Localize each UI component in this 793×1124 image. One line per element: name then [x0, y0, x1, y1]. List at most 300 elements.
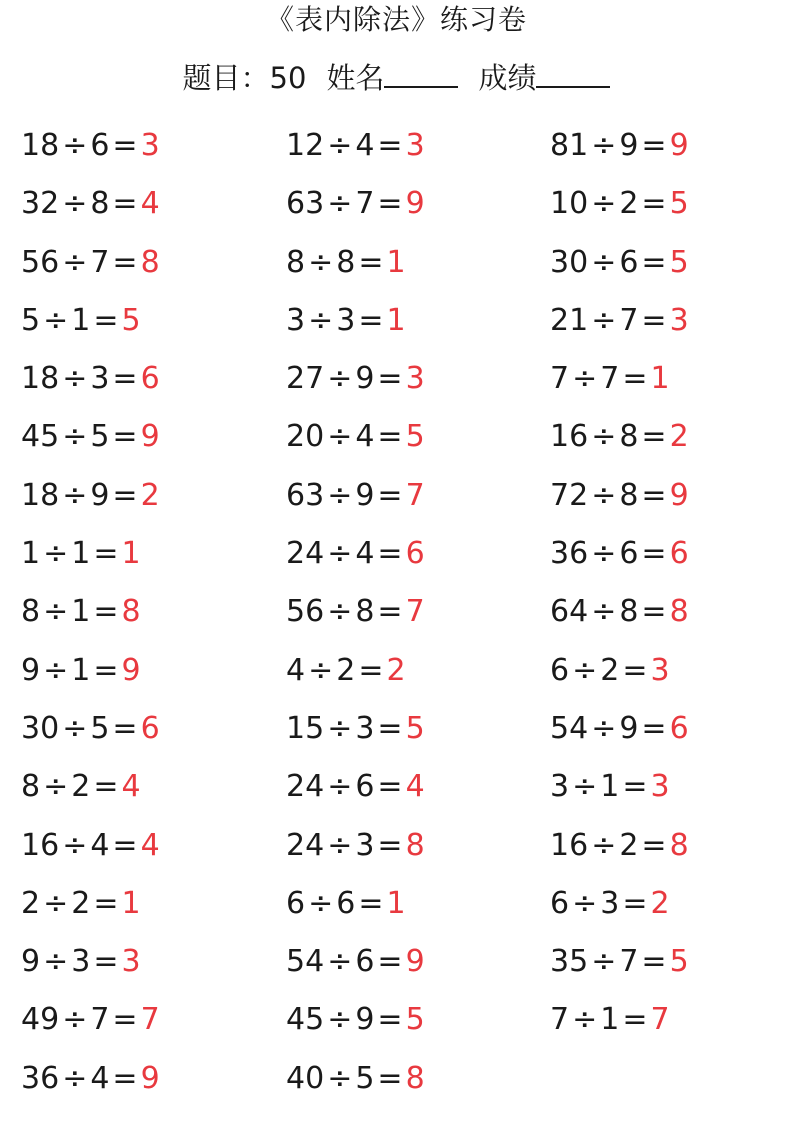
- answer: 6: [140, 710, 160, 746]
- equals-sign: =: [641, 128, 667, 163]
- dividend: 7: [550, 361, 570, 397]
- equals-sign: =: [641, 419, 667, 455]
- question-count-label: 题目：: [182, 61, 270, 95]
- divisor: 2: [71, 769, 91, 805]
- answer: 7: [405, 477, 425, 513]
- answer: 3: [140, 128, 160, 163]
- answer: 2: [386, 652, 406, 688]
- divide-sign: ÷: [43, 885, 69, 921]
- divide-sign: ÷: [62, 477, 88, 513]
- division-problem: [286, 590, 425, 648]
- dividend: 27: [286, 361, 325, 397]
- divisor: 8: [619, 477, 639, 513]
- score-blank[interactable]: [536, 58, 610, 88]
- equals-sign: =: [377, 419, 403, 455]
- division-problem: [286, 1057, 425, 1115]
- answer: 3: [650, 769, 670, 805]
- equals-sign: =: [112, 710, 138, 746]
- divisor: 9: [619, 710, 639, 746]
- answer: 5: [405, 1002, 425, 1038]
- division-problem: [21, 532, 160, 590]
- divisor: 7: [619, 944, 639, 980]
- equals-sign: =: [641, 827, 667, 863]
- division-problem: [286, 241, 425, 299]
- dividend: 56: [21, 244, 60, 280]
- divide-sign: ÷: [591, 536, 617, 572]
- answer: 8: [669, 594, 689, 630]
- division-problem: [286, 357, 425, 415]
- dividend: 56: [286, 594, 325, 630]
- division-problem: [21, 241, 160, 299]
- equals-sign: =: [377, 944, 403, 980]
- divisor: 4: [355, 536, 375, 572]
- answer: 8: [405, 827, 425, 863]
- equals-sign: =: [377, 186, 403, 222]
- dividend: 18: [21, 128, 60, 163]
- answer: 9: [669, 128, 689, 163]
- dividend: 15: [286, 710, 325, 746]
- divisor: 7: [90, 1002, 110, 1038]
- division-problem: [550, 124, 689, 182]
- dividend: 45: [21, 419, 60, 455]
- equals-sign: =: [377, 1002, 403, 1038]
- division-problem: [21, 124, 160, 182]
- divide-sign: ÷: [591, 302, 617, 338]
- divisor: 6: [336, 885, 356, 921]
- equals-sign: =: [377, 827, 403, 863]
- answer: 9: [140, 1060, 160, 1096]
- divide-sign: ÷: [62, 361, 88, 397]
- divide-sign: ÷: [327, 710, 353, 746]
- division-problem: [550, 590, 689, 648]
- answer: 6: [140, 361, 160, 397]
- divisor: 4: [90, 827, 110, 863]
- divide-sign: ÷: [572, 1002, 598, 1038]
- equals-sign: =: [112, 244, 138, 280]
- dividend: 54: [550, 710, 589, 746]
- dividend: 16: [550, 827, 589, 863]
- equals-sign: =: [93, 302, 119, 338]
- division-problem: [21, 590, 160, 648]
- answer: 8: [405, 1060, 425, 1096]
- divide-sign: ÷: [327, 128, 353, 163]
- divisor: 3: [90, 361, 110, 397]
- dividend: 3: [286, 302, 306, 338]
- divide-sign: ÷: [62, 419, 88, 455]
- divisor: 3: [336, 302, 356, 338]
- equals-sign: =: [641, 536, 667, 572]
- problem-column-3: [550, 124, 689, 1057]
- divide-sign: ÷: [308, 244, 334, 280]
- answer: 5: [669, 186, 689, 222]
- divisor: 6: [619, 536, 639, 572]
- answer: 4: [140, 827, 160, 863]
- division-problem: [286, 765, 425, 823]
- equals-sign: =: [622, 361, 648, 397]
- divisor: 6: [90, 128, 110, 163]
- division-problem: [550, 532, 689, 590]
- answer: 5: [121, 302, 141, 338]
- equals-sign: =: [377, 710, 403, 746]
- dividend: 24: [286, 769, 325, 805]
- divide-sign: ÷: [591, 594, 617, 630]
- division-problem: [286, 824, 425, 882]
- division-problem: [550, 940, 689, 998]
- answer: 8: [669, 827, 689, 863]
- name-label: 姓名: [326, 61, 385, 95]
- dividend: 49: [21, 1002, 60, 1038]
- divisor: 2: [71, 885, 91, 921]
- divide-sign: ÷: [591, 186, 617, 222]
- divide-sign: ÷: [43, 652, 69, 688]
- division-problem: [21, 415, 160, 473]
- divisor: 8: [619, 594, 639, 630]
- divide-sign: ÷: [327, 361, 353, 397]
- dividend: 6: [550, 652, 570, 688]
- answer: 4: [140, 186, 160, 222]
- dividend: 20: [286, 419, 325, 455]
- equals-sign: =: [641, 710, 667, 746]
- name-blank[interactable]: [384, 58, 458, 88]
- division-problem: [21, 357, 160, 415]
- dividend: 4: [286, 652, 306, 688]
- divide-sign: ÷: [572, 885, 598, 921]
- equals-sign: =: [377, 1060, 403, 1096]
- answer: 6: [669, 710, 689, 746]
- equals-sign: =: [641, 477, 667, 513]
- page-title: 《表内除法》练习卷: [265, 3, 527, 36]
- divide-sign: ÷: [591, 419, 617, 455]
- answer: 6: [669, 536, 689, 572]
- answer: 5: [669, 244, 689, 280]
- dividend: 40: [286, 1060, 325, 1096]
- division-problem: [21, 649, 160, 707]
- equals-sign: =: [93, 652, 119, 688]
- divisor: 6: [355, 944, 375, 980]
- divisor: 2: [336, 652, 356, 688]
- divisor: 1: [71, 536, 91, 572]
- dividend: 8: [21, 769, 41, 805]
- divisor: 9: [355, 361, 375, 397]
- answer: 1: [121, 885, 141, 921]
- equals-sign: =: [641, 594, 667, 630]
- dividend: 36: [21, 1060, 60, 1096]
- division-problem: [21, 707, 160, 765]
- answer: 1: [650, 361, 670, 397]
- equals-sign: =: [358, 885, 384, 921]
- divide-sign: ÷: [327, 594, 353, 630]
- equals-sign: =: [112, 1002, 138, 1038]
- divide-sign: ÷: [327, 1060, 353, 1096]
- answer: 1: [386, 885, 406, 921]
- dividend: 12: [286, 128, 325, 163]
- dividend: 5: [21, 302, 41, 338]
- dividend: 81: [550, 128, 589, 163]
- question-count-value: 50: [269, 61, 307, 95]
- divide-sign: ÷: [327, 944, 353, 980]
- dividend: 21: [550, 302, 589, 338]
- divisor: 7: [355, 186, 375, 222]
- dividend: 72: [550, 477, 589, 513]
- divide-sign: ÷: [591, 944, 617, 980]
- divide-sign: ÷: [62, 710, 88, 746]
- division-problem: [286, 649, 425, 707]
- divide-sign: ÷: [62, 244, 88, 280]
- divide-sign: ÷: [43, 944, 69, 980]
- division-problem: [550, 707, 689, 765]
- equals-sign: =: [377, 477, 403, 513]
- worksheet-info: [0, 58, 793, 97]
- divide-sign: ÷: [62, 827, 88, 863]
- dividend: 16: [21, 827, 60, 863]
- divisor: 9: [355, 1002, 375, 1038]
- answer: 1: [386, 302, 406, 338]
- answer: 2: [140, 477, 160, 513]
- division-problem: [21, 824, 160, 882]
- dividend: 1: [21, 536, 41, 572]
- answer: 2: [650, 885, 670, 921]
- answer: 3: [669, 302, 689, 338]
- equals-sign: =: [93, 885, 119, 921]
- divisor: 4: [355, 419, 375, 455]
- division-problem: [21, 1057, 160, 1115]
- dividend: 32: [21, 186, 60, 222]
- divide-sign: ÷: [572, 652, 598, 688]
- equals-sign: =: [112, 827, 138, 863]
- dividend: 36: [550, 536, 589, 572]
- divide-sign: ÷: [62, 1060, 88, 1096]
- answer: 1: [386, 244, 406, 280]
- division-problem: [21, 998, 160, 1056]
- division-problem: [550, 299, 689, 357]
- equals-sign: =: [377, 769, 403, 805]
- division-problem: [550, 241, 689, 299]
- divide-sign: ÷: [327, 419, 353, 455]
- divisor: 1: [71, 594, 91, 630]
- dividend: 54: [286, 944, 325, 980]
- division-problem: [286, 299, 425, 357]
- equals-sign: =: [377, 128, 403, 163]
- divisor: 7: [600, 361, 620, 397]
- division-problem: [286, 940, 425, 998]
- equals-sign: =: [112, 1060, 138, 1096]
- answer: 9: [669, 477, 689, 513]
- divisor: 9: [355, 477, 375, 513]
- equals-sign: =: [622, 885, 648, 921]
- equals-sign: =: [377, 594, 403, 630]
- divide-sign: ÷: [591, 128, 617, 163]
- divide-sign: ÷: [591, 827, 617, 863]
- divisor: 1: [600, 1002, 620, 1038]
- answer: 8: [140, 244, 160, 280]
- dividend: 7: [550, 1002, 570, 1038]
- dividend: 24: [286, 827, 325, 863]
- equals-sign: =: [358, 652, 384, 688]
- division-problem: [550, 649, 689, 707]
- divisor: 8: [336, 244, 356, 280]
- equals-sign: =: [622, 769, 648, 805]
- divide-sign: ÷: [43, 302, 69, 338]
- divide-sign: ÷: [591, 477, 617, 513]
- division-problem: [286, 474, 425, 532]
- division-problem: [550, 182, 689, 240]
- dividend: 63: [286, 477, 325, 513]
- equals-sign: =: [641, 944, 667, 980]
- divisor: 3: [71, 944, 91, 980]
- equals-sign: =: [641, 302, 667, 338]
- answer: 3: [405, 128, 425, 163]
- problem-column-1: [21, 124, 160, 1115]
- divisor: 5: [90, 710, 110, 746]
- dividend: 24: [286, 536, 325, 572]
- equals-sign: =: [641, 244, 667, 280]
- divide-sign: ÷: [308, 302, 334, 338]
- answer: 2: [669, 419, 689, 455]
- divisor: 5: [355, 1060, 375, 1096]
- divide-sign: ÷: [62, 128, 88, 163]
- divide-sign: ÷: [43, 536, 69, 572]
- divisor: 3: [355, 827, 375, 863]
- answer: 7: [140, 1002, 160, 1038]
- dividend: 10: [550, 186, 589, 222]
- dividend: 30: [550, 244, 589, 280]
- division-problem: [550, 415, 689, 473]
- answer: 5: [405, 710, 425, 746]
- score-label: 成绩: [478, 61, 537, 95]
- dividend: 18: [21, 477, 60, 513]
- dividend: 8: [21, 594, 41, 630]
- divide-sign: ÷: [591, 710, 617, 746]
- answer: 9: [140, 419, 160, 455]
- equals-sign: =: [112, 361, 138, 397]
- division-problem: [286, 882, 425, 940]
- answer: 6: [405, 536, 425, 572]
- divide-sign: ÷: [43, 594, 69, 630]
- answer: 3: [121, 944, 141, 980]
- equals-sign: =: [377, 536, 403, 572]
- equals-sign: =: [358, 302, 384, 338]
- divisor: 8: [619, 419, 639, 455]
- answer: 5: [405, 419, 425, 455]
- problem-grid: [0, 124, 793, 1124]
- division-problem: [550, 824, 689, 882]
- divisor: 3: [355, 710, 375, 746]
- divisor: 5: [90, 419, 110, 455]
- division-problem: [21, 765, 160, 823]
- divisor: 7: [90, 244, 110, 280]
- equals-sign: =: [377, 361, 403, 397]
- divide-sign: ÷: [327, 186, 353, 222]
- dividend: 8: [286, 244, 306, 280]
- equals-sign: =: [112, 477, 138, 513]
- dividend: 18: [21, 361, 60, 397]
- division-problem: [21, 299, 160, 357]
- divisor: 8: [90, 186, 110, 222]
- divisor: 2: [619, 186, 639, 222]
- divisor: 7: [619, 302, 639, 338]
- problem-column-2: [286, 124, 425, 1115]
- division-problem: [550, 474, 689, 532]
- divide-sign: ÷: [572, 769, 598, 805]
- division-problem: [550, 882, 689, 940]
- divide-sign: ÷: [591, 244, 617, 280]
- divisor: 4: [90, 1060, 110, 1096]
- dividend: 30: [21, 710, 60, 746]
- answer: 7: [650, 1002, 670, 1038]
- divisor: 3: [600, 885, 620, 921]
- division-problem: [286, 182, 425, 240]
- answer: 9: [405, 186, 425, 222]
- division-problem: [286, 707, 425, 765]
- dividend: 2: [21, 885, 41, 921]
- dividend: 6: [550, 885, 570, 921]
- divisor: 4: [355, 128, 375, 163]
- equals-sign: =: [112, 128, 138, 163]
- divide-sign: ÷: [572, 361, 598, 397]
- divide-sign: ÷: [327, 536, 353, 572]
- equals-sign: =: [93, 536, 119, 572]
- divide-sign: ÷: [62, 186, 88, 222]
- equals-sign: =: [358, 244, 384, 280]
- equals-sign: =: [93, 769, 119, 805]
- division-problem: [21, 474, 160, 532]
- dividend: 16: [550, 419, 589, 455]
- equals-sign: =: [93, 944, 119, 980]
- divisor: 6: [355, 769, 375, 805]
- divide-sign: ÷: [308, 652, 334, 688]
- dividend: 45: [286, 1002, 325, 1038]
- equals-sign: =: [112, 186, 138, 222]
- answer: 1: [121, 536, 141, 572]
- division-problem: [21, 940, 160, 998]
- divisor: 8: [355, 594, 375, 630]
- division-problem: [550, 765, 689, 823]
- divisor: 6: [619, 244, 639, 280]
- answer: 4: [405, 769, 425, 805]
- answer: 3: [650, 652, 670, 688]
- divide-sign: ÷: [43, 769, 69, 805]
- answer: 5: [669, 944, 689, 980]
- answer: 9: [405, 944, 425, 980]
- divide-sign: ÷: [327, 1002, 353, 1038]
- dividend: 35: [550, 944, 589, 980]
- equals-sign: =: [112, 419, 138, 455]
- answer: 9: [121, 652, 141, 688]
- dividend: 9: [21, 652, 41, 688]
- dividend: 6: [286, 885, 306, 921]
- division-problem: [286, 415, 425, 473]
- division-problem: [286, 532, 425, 590]
- answer: 8: [121, 594, 141, 630]
- dividend: 63: [286, 186, 325, 222]
- division-problem: [286, 998, 425, 1056]
- divide-sign: ÷: [327, 827, 353, 863]
- divisor: 1: [71, 302, 91, 338]
- divisor: 1: [600, 769, 620, 805]
- divisor: 9: [619, 128, 639, 163]
- divide-sign: ÷: [327, 769, 353, 805]
- divide-sign: ÷: [308, 885, 334, 921]
- division-problem: [21, 182, 160, 240]
- answer: 7: [405, 594, 425, 630]
- dividend: 3: [550, 769, 570, 805]
- divisor: 2: [619, 827, 639, 863]
- equals-sign: =: [93, 594, 119, 630]
- division-problem: [286, 124, 425, 182]
- division-problem: [550, 357, 689, 415]
- equals-sign: =: [641, 186, 667, 222]
- division-problem: [550, 998, 689, 1056]
